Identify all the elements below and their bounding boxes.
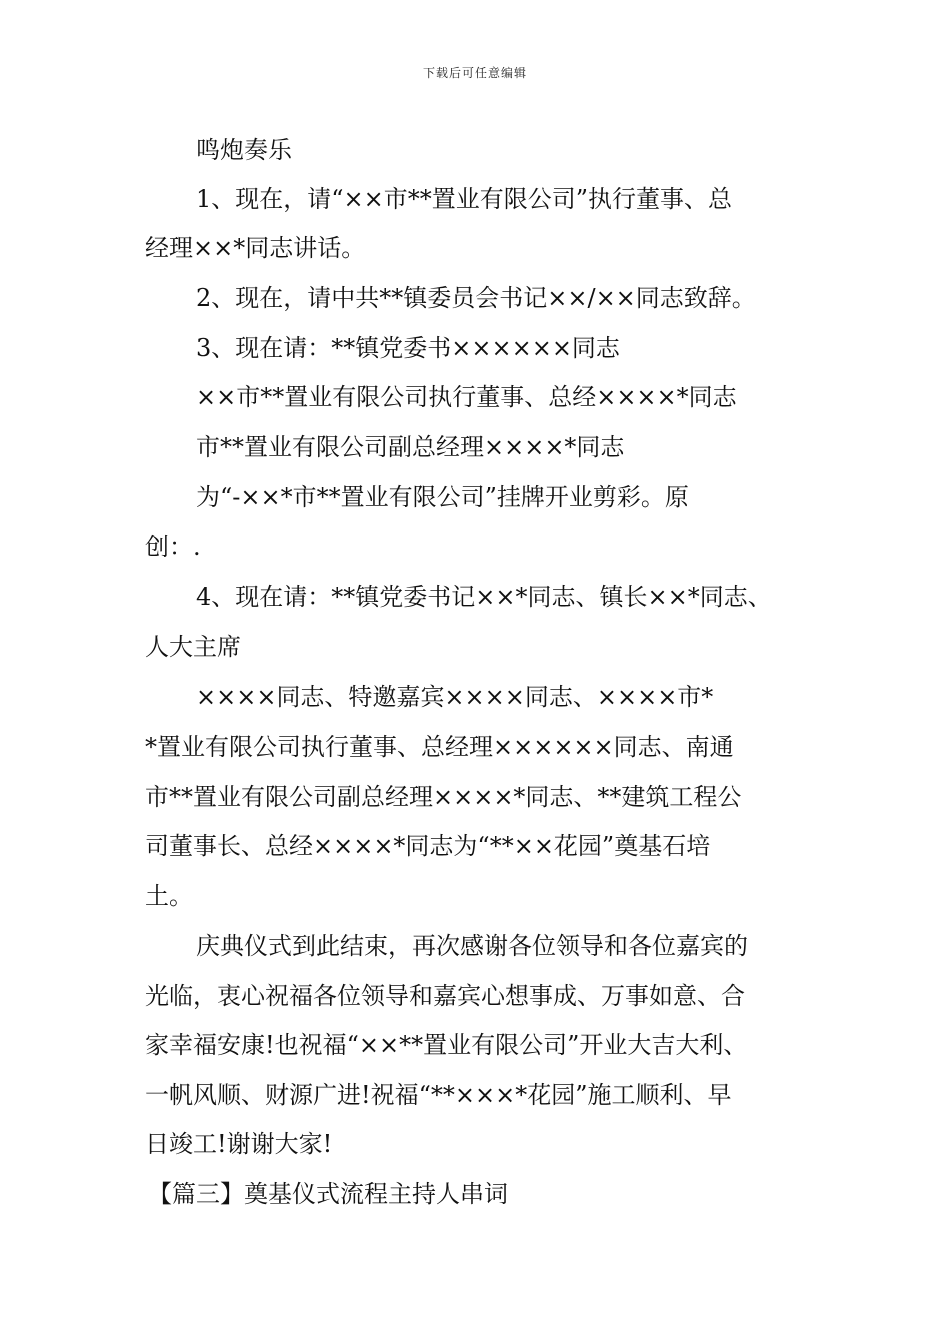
section-heading: 【篇三】奠基仪式流程主持人串词 xyxy=(148,1180,508,1208)
paragraph-line: 家幸福安康!也祝福“××**置业有限公司”开业大吉大利、 xyxy=(145,1031,748,1059)
paragraph-line: 创：. xyxy=(145,533,201,561)
paragraph-line: ××市**置业有限公司执行董事、总经××××*同志 xyxy=(196,383,737,411)
paragraph-line: 为“-××*市**置业有限公司”挂牌开业剪彩。原 xyxy=(196,483,689,511)
paragraph-line: *置业有限公司执行董事、总经理××××××同志、南通 xyxy=(145,733,734,761)
paragraph-line: 3、现在请：**镇党委书××××××同志 xyxy=(196,334,620,362)
paragraph-line: 市**置业有限公司副总经理××××*同志 xyxy=(196,433,625,461)
paragraph-line: 庆典仪式到此结束，再次感谢各位领导和各位嘉宾的 xyxy=(196,932,748,960)
paragraph-line: 光临，衷心祝福各位领导和嘉宾心想事成、万事如意、合 xyxy=(145,982,745,1010)
page-header-note: 下载后可任意编辑 xyxy=(422,66,527,80)
paragraph-line: 日竣工!谢谢大家! xyxy=(145,1130,333,1158)
paragraph-line: 人大主席 xyxy=(145,633,241,661)
paragraph-line: 土。 xyxy=(145,882,193,910)
paragraph-line: 鸣炮奏乐 xyxy=(196,136,292,164)
paragraph-line: ××××同志、特邀嘉宾××××同志、××××市* xyxy=(196,683,714,711)
paragraph-line: 市**置业有限公司副总经理××××*同志、**建筑工程公 xyxy=(145,783,742,811)
paragraph-line: 1、现在，请“××市**置业有限公司”执行董事、总 xyxy=(196,185,733,213)
paragraph-line: 经理××*同志讲话。 xyxy=(145,234,366,262)
paragraph-line: 司董事长、总经××××*同志为“**××花园”奠基石培 xyxy=(145,832,711,860)
paragraph-line: 2、现在，请中共**镇委员会书记××/××同志致辞。 xyxy=(196,284,756,312)
paragraph-line: 4、现在请：**镇党委书记××*同志、镇长××*同志、 xyxy=(196,583,772,611)
paragraph-line: 一帆风顺、财源广进!祝福“**×××*花园”施工顺利、早 xyxy=(145,1081,732,1109)
